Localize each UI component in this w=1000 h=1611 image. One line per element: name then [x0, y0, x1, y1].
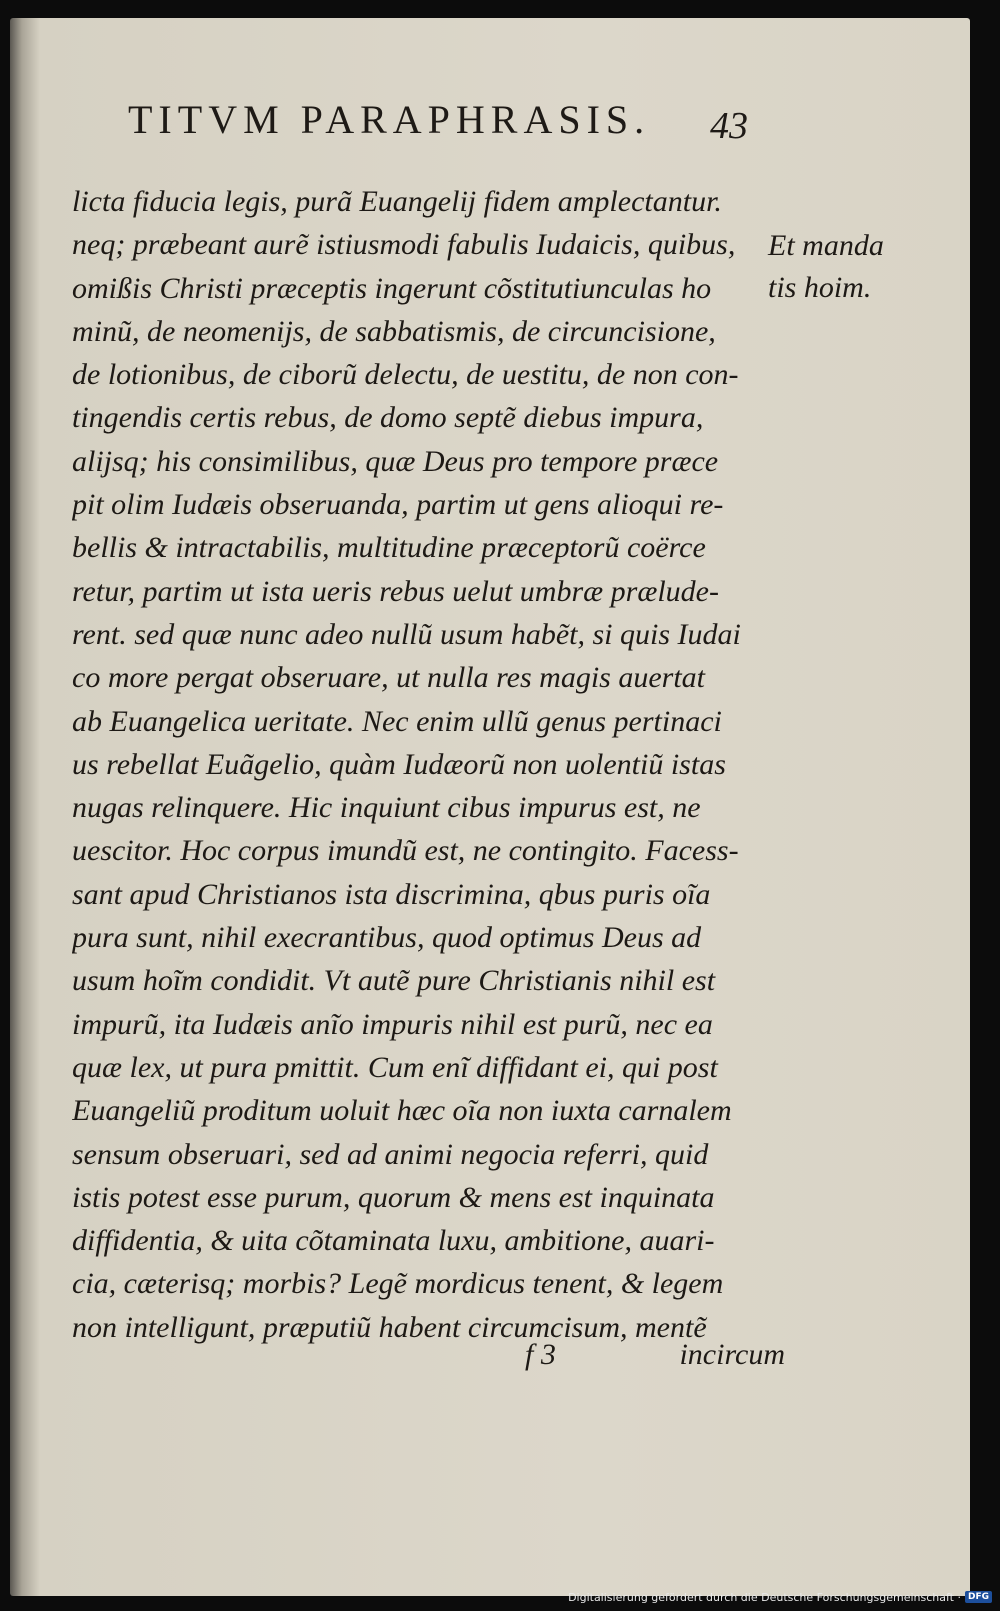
text-line: cia, cæterisq; morbis? Legẽ mordicus tenent, & legem [72, 1267, 724, 1301]
body-text [72, 180, 762, 1349]
text-line: de lotionibus, de ciborũ delectu, de uestitu, de non con- [72, 358, 739, 392]
catchline [525, 1338, 785, 1372]
text-line: diffidentia, & uita cõtaminata luxu, ambitione, auari- [72, 1224, 715, 1258]
text-line: ab Euangelica ueritate. Nec enim ullũ genus pertinaci [72, 704, 722, 738]
text-line: sensum obseruari, sed ad animi negocia referri, quid [72, 1137, 709, 1171]
catchword: incircum [679, 1338, 785, 1371]
signature-mark: f 3 [525, 1338, 556, 1371]
text-line: nugas relinquere. Hic inquiunt cibus impurus est, ne [72, 791, 701, 825]
book-page [10, 18, 970, 1596]
text-line: Euangeliũ proditum uoluit hæc oĩa non iuxta carnalem [72, 1094, 732, 1128]
text-line: retur, partim ut ista ueris rebus uelut umbræ prælude- [72, 574, 719, 608]
running-header: TITVM PARAPHRASIS. [128, 97, 651, 142]
text-line: rent. sed quæ nunc adeo nullũ usum habẽt, si quis Iudai [72, 617, 741, 651]
text-line: tingendis certis rebus, de domo septẽ diebus impura, [72, 401, 704, 435]
text-line: pit olim Iudæis obseruanda, partim ut gens alioqui re- [72, 488, 724, 522]
text-line: uescitor. Hoc corpus imundũ est, ne contingito. Facess- [72, 834, 739, 868]
text-line: alijsq; his consimilibus, quæ Deus pro tempore præce [72, 444, 719, 478]
margin-note-line: tis hoim. [768, 271, 872, 304]
text-line: impurũ, ita Iudæis anĩo impuris nihil est purũ, nec ea [72, 1007, 713, 1041]
text-line: quæ lex, ut pura pmittit. Cum enĩ diffidant ei, qui post [72, 1050, 718, 1084]
text-line: us rebellat Euãgelio, quàm Iudæorũ non uolentiũ istas [72, 747, 726, 781]
text-line: neq; præbeant aurẽ istiusmodi fabulis Iudaicis, quibus, [72, 228, 736, 262]
digitization-footer [568, 1587, 992, 1607]
text-line: bellis & intractabilis, multitudine præceptorũ coërce [72, 531, 706, 565]
text-line: non intelligunt, præputiũ habent circumcisum, mentẽ [72, 1310, 707, 1344]
footer-text: Digitalisierung gefördert durch die Deutsche Forschungsgemeinschaft · [568, 1590, 961, 1604]
text-line: pura sunt, nihil execrantibus, quod optimus Deus ad [72, 921, 702, 955]
text-line: istis potest esse purum, quorum & mens est inquinata [72, 1180, 715, 1214]
margin-note [768, 225, 898, 309]
text-line: minũ, de neomenijs, de sabbatismis, de circuncisione, [72, 314, 716, 348]
text-line: usum hoĩm condidit. Vt autẽ pure Christianis nihil est [72, 964, 716, 998]
text-line: licta fiducia legis, purã Euangelij fidem amplectantur. [72, 185, 722, 218]
margin-note-line: Et manda [768, 229, 884, 262]
text-line: sant apud Christianos ista discrimina, qbus puris oĩa [72, 877, 711, 911]
text-line: omißis Christi præceptis ingerunt cõstitutiunculas ho [72, 271, 712, 305]
dfg-logo: DFG [965, 1591, 992, 1603]
text-line: co more pergat obseruare, ut nulla res magis auertat [72, 661, 706, 695]
page-number: 43 [710, 105, 748, 147]
